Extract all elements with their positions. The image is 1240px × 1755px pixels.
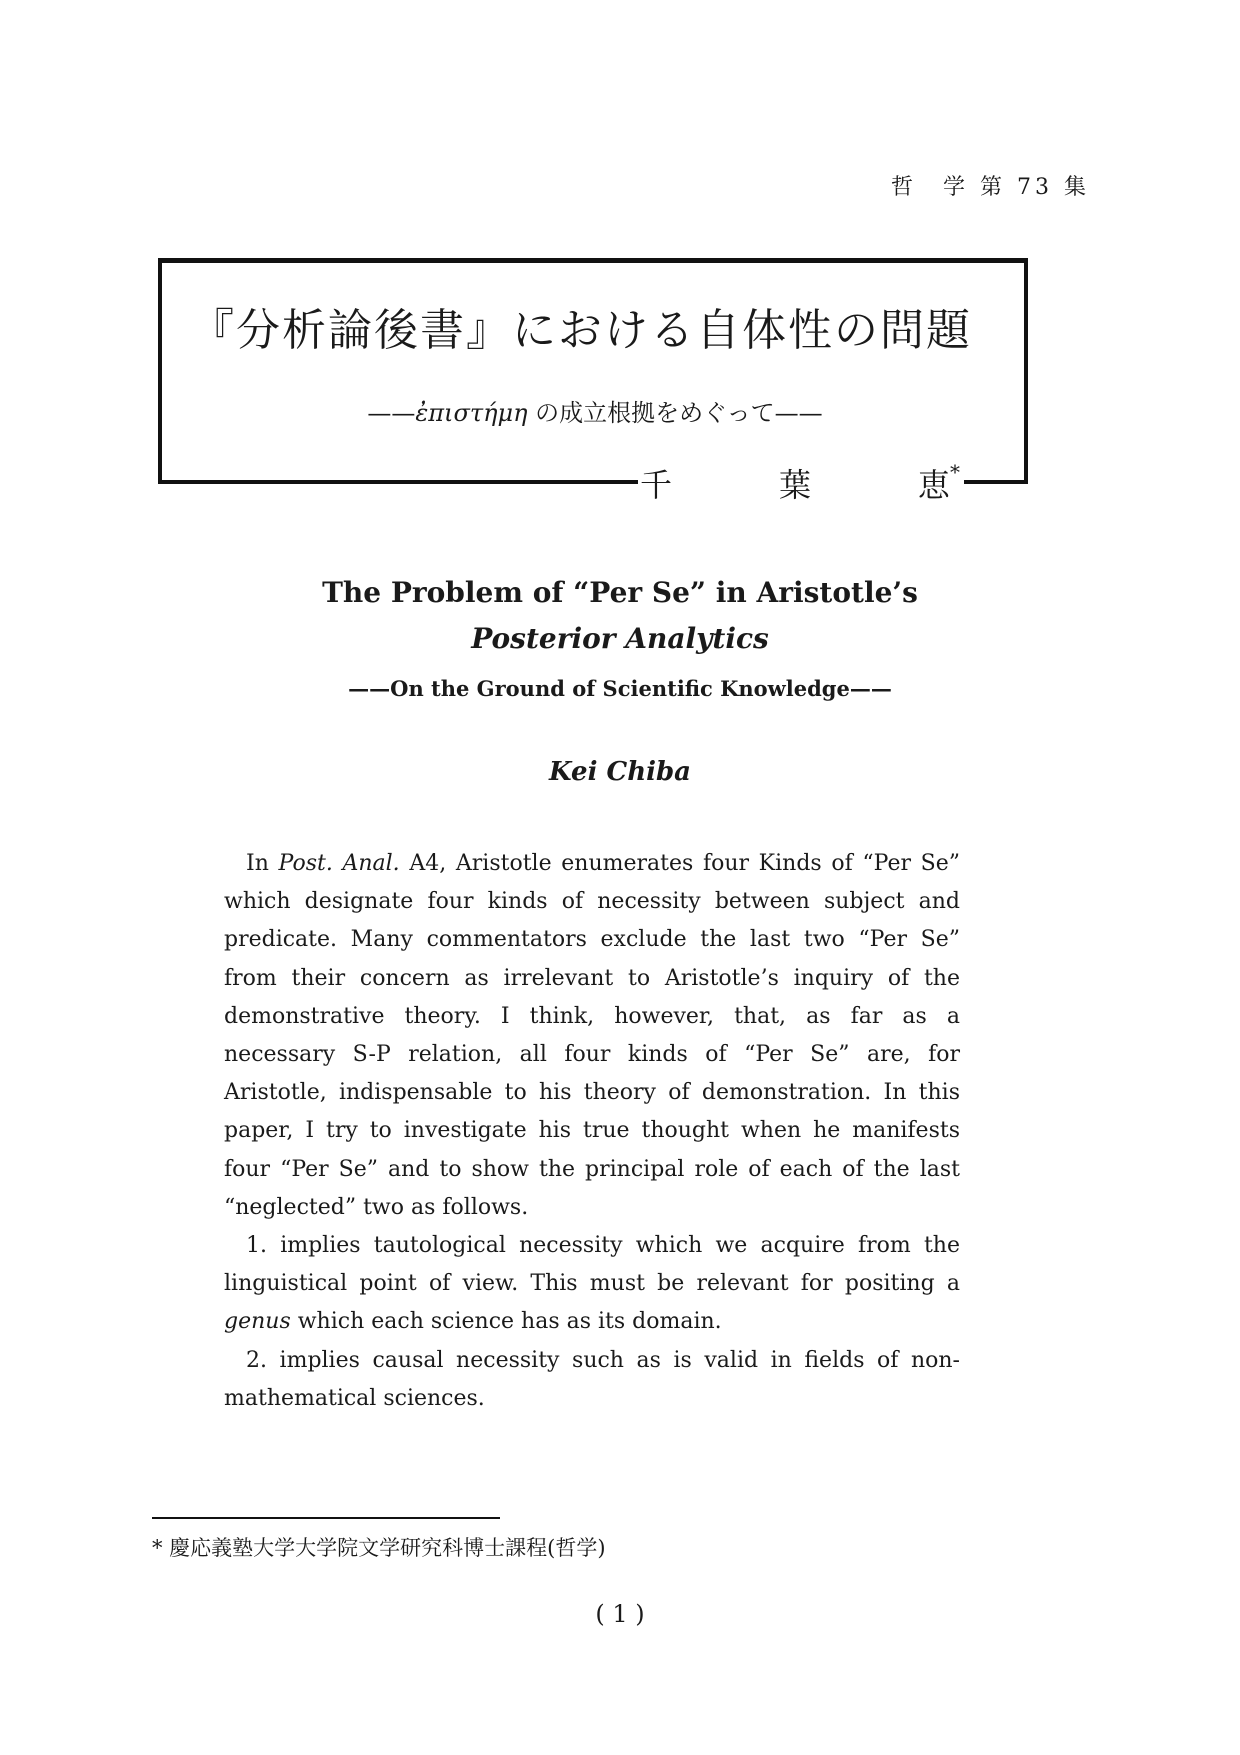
- journal-issue: 第 73 集: [980, 175, 1090, 200]
- japanese-author: [640, 460, 960, 506]
- greek-term: ἐπιστήμη: [415, 399, 528, 427]
- journal-header: [891, 170, 1090, 201]
- abstract-paragraph-2: 1. implies tautological necessity which we acquire from the linguistical point of view. This must be relevant for positing a genus which each science has as its domain.: [224, 1233, 960, 1335]
- abstract: [224, 845, 960, 1418]
- english-author: Kei Chiba: [549, 757, 691, 787]
- abstract-paragraph-1: In Post. Anal. A4, Aristotle enumerates four Kinds of “Per Se” which designate four kinds of necessity between subject and predicate. Many commentators exclude the last two “Per Se” from their concern as irrelevant to Aristotle’s inquiry of the demonstrative theory. I think, however, that, as far as a necessary S-P relation, all four kinds of “Per Se” are, for Aristotle, indispensable to his theory of demonstration. In this paper, I try to investigate his true thought when he manifests four “Per Se” and to show the principal role of each of the last “neglected” two as follows.: [224, 851, 961, 1220]
- author-rule-left: [158, 480, 638, 484]
- subtitle-dash-left: ——: [367, 399, 416, 427]
- page-number: ( 1 ): [595, 1600, 645, 1628]
- author-char-2: 葉: [778, 466, 811, 504]
- subtitle-dash-right: ——: [774, 399, 823, 427]
- journal-name: 哲 学: [891, 175, 970, 200]
- english-title: [160, 570, 1080, 662]
- japanese-subtitle: [160, 393, 1030, 428]
- author-char-1: 千: [640, 466, 673, 504]
- english-title-line2: Posterior Analytics: [471, 622, 769, 655]
- author-char-3: 恵*: [917, 460, 960, 504]
- title-frame: [158, 258, 1028, 480]
- footnote: * 慶応義塾大学大学院文学研究科博士課程(哲学): [152, 1536, 606, 1560]
- footnote-mark: *: [949, 460, 960, 484]
- abstract-paragraph-3: 2. implies causal necessity such as is valid in fields of non-mathematical sciences.: [224, 1347, 960, 1411]
- author-rule-right: [964, 480, 1028, 484]
- english-title-line1: The Problem of “Per Se” in Aristotle’s: [322, 576, 918, 609]
- abstract-genus: genus: [224, 1309, 291, 1335]
- subtitle-text: の成立根拠をめぐって: [527, 399, 775, 427]
- footnote-rule: [152, 1517, 500, 1519]
- japanese-title: 『分析論後書』における自体性の問題: [190, 305, 972, 356]
- english-subtitle: ——On the Ground of Scientific Knowledge——: [348, 676, 892, 701]
- abstract-reference: Post. Anal.: [278, 851, 400, 876]
